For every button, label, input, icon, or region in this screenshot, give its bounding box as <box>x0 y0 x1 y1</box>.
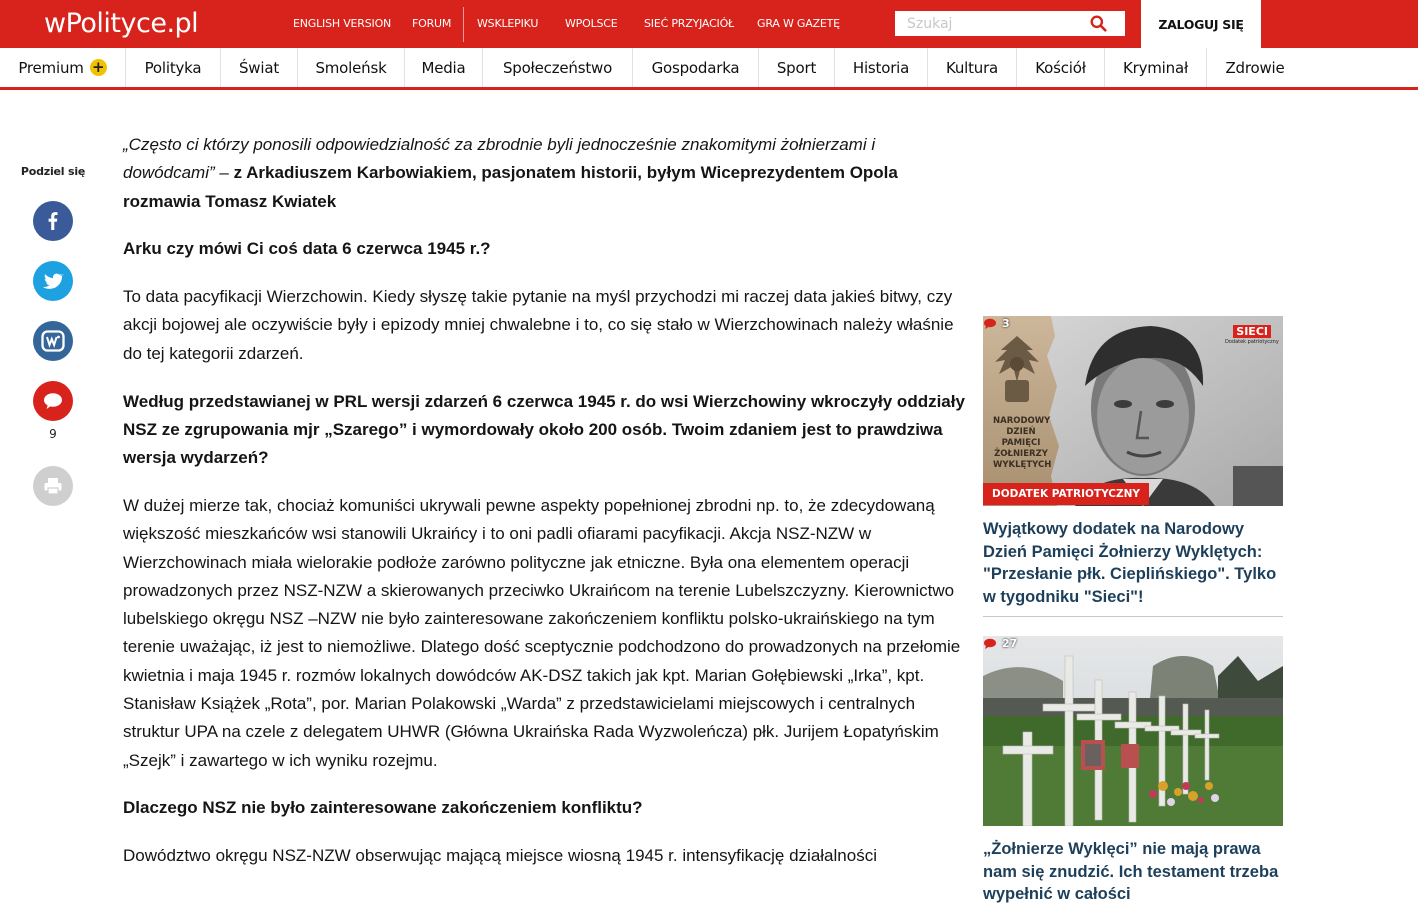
card-1-tag[interactable]: DODATEK PATRIOTYCZNY <box>983 483 1149 505</box>
category-label: Premium <box>18 58 84 77</box>
print-icon <box>42 476 64 496</box>
lead-quote: „Często ci którzy ponosili odpowiedzialność za zbrodnie byli jednocześnie znakomitymi żołnierzami i dowódcami” <box>123 135 876 183</box>
nav-wpolsce[interactable]: WPOLSCE <box>565 17 618 30</box>
category-spoleczenstwo[interactable]: Społeczeństwo <box>483 48 633 87</box>
category-gospodarka[interactable]: Gospodarka <box>633 48 759 87</box>
sidebar-card-1[interactable] <box>983 316 1283 617</box>
comments-button[interactable] <box>33 381 73 421</box>
category-nav <box>0 48 1418 90</box>
cemetery-photo <box>983 636 1283 826</box>
sieci-badge-sub: Dodatek patriotyczny <box>1225 339 1279 345</box>
comment-icon <box>983 638 997 649</box>
category-sport[interactable]: Sport <box>759 48 835 87</box>
answer-3: Dowództwo okręgu NSZ-NZW obserwując mającą miejsce wiosną 1945 r. intensyfikację działalności <box>123 846 877 866</box>
category-kryminal[interactable]: Kryminał <box>1105 48 1207 87</box>
category-media[interactable]: Media <box>405 48 483 87</box>
nav-wsklepiku[interactable]: WSKLEPIKU <box>477 17 539 30</box>
wykop-icon <box>40 328 66 354</box>
card-2-image[interactable] <box>983 636 1283 826</box>
comment-icon <box>983 318 997 329</box>
nav-english-version[interactable]: ENGLISH VERSION <box>293 17 392 30</box>
card-2-title[interactable]: „Żołnierze Wyklęci” nie mają prawa nam się znudzić. Ich testament trzeba wypełnić w całości <box>983 840 1279 903</box>
card-2-comment-count: 27 <box>1002 637 1018 650</box>
category-premium[interactable] <box>0 48 126 87</box>
facebook-icon <box>42 210 64 232</box>
sieci-badge <box>1225 320 1279 346</box>
site-logo[interactable]: wPolityce.pl <box>44 8 199 39</box>
lead-dash: – <box>214 163 234 183</box>
category-polityka[interactable]: Polityka <box>126 48 221 87</box>
article-lead <box>123 131 965 216</box>
question-3: Dlaczego NSZ nie było zainteresowane zakończeniem konfliktu? <box>123 798 643 818</box>
twitter-icon <box>42 270 64 292</box>
comment-icon <box>42 391 64 411</box>
question-1: Arku czy mówi Ci coś data 6 czerwca 1945 r.? <box>123 239 491 259</box>
category-zdrowie[interactable]: Zdrowie <box>1225 58 1285 77</box>
question-2: Według przedstawianej w PRL wersji zdarzeń 6 czerwca 1945 r. do wsi Wierzchowiny wkroczyły oddziały NSZ ze zgrupowania mjr „Szarego” i wymordowały około 200 osób. Twoim zdaniem jest to prawdziwa wersja wydarzeń? <box>123 391 965 468</box>
print-button[interactable] <box>33 466 73 506</box>
category-smolensk[interactable]: Smoleńsk <box>298 48 405 87</box>
twitter-share-button[interactable] <box>33 261 73 301</box>
nav-forum[interactable]: FORUM <box>412 17 452 30</box>
category-kultura[interactable]: Kultura <box>928 48 1017 87</box>
card-2-comment-badge[interactable] <box>983 636 1022 652</box>
premium-plus-icon: + <box>90 59 107 76</box>
card-1-title[interactable]: Wyjątkowy dodatek na Narodowy Dzień Pamięci Żołnierzy Wyklętych: "Przesłanie płk. Cieplińskiego". Tylko w tygodniku "Sieci"! <box>983 520 1277 606</box>
sieci-badge-label: SIECI <box>1233 325 1271 338</box>
wykop-share-button[interactable] <box>33 321 73 361</box>
share-label: Podziel się <box>20 165 86 178</box>
category-historia[interactable]: Historia <box>835 48 928 87</box>
card-1-image[interactable] <box>983 316 1283 506</box>
sidebar-card-2[interactable] <box>983 636 1283 903</box>
nav-gra-w-gazete[interactable]: GRA W GAZETĘ <box>757 17 840 30</box>
lead-rest: z Arkadiuszem Karbowiakiem, pasjonatem historii, byłym Wiceprezydentem Opola rozmawia Tomasz Kwiatek <box>123 163 898 211</box>
card-1-comment-count: 3 <box>1002 317 1010 330</box>
facebook-share-button[interactable] <box>33 201 73 241</box>
card-separator <box>983 616 1283 617</box>
poster-text: NARODOWY DZIEŃ PAMIĘCI ŻOŁNIERZY WYKLĘTYCH <box>993 416 1052 470</box>
answer-1: To data pacyfikacji Wierzchowin. Kiedy słyszę takie pytanie na myśl przychodzi mi raczej data jakieś bitwy, czy akcji bojowej ale oczywiście były i epizody mniej chwalebne i to, co się stało w Wierzchowinach należy właśnie do tej kategorii zdarzeń. <box>123 287 954 363</box>
search-input[interactable] <box>895 11 1085 36</box>
search-icon[interactable] <box>1090 15 1107 32</box>
login-button[interactable]: ZALOGUJ SIĘ <box>1141 0 1261 48</box>
answer-2: W dużej mierze tak, chociaż komuniści ukrywali pewne aspekty popełnionej zbrodni np. to, że zdecydowaną większość mieszkańców wsi stanowili Ukraińcy i to oni padli ofiarami pacyfikacji. Akcja NSZ-NZW w Wierzchowinach miała wielorakie podłoże zarówno polityczne jak etniczne. Była ona elementem operacji prowadzonych przez NSZ-NZW a skierowanych przeciwko Ukraińcom na terenie Lubelszczyzny. Kierownictwo lubelskiego okręgu NSZ –NZW nie było zainteresowane zakończeniem konfliktu polsko-ukraińskiego na tym terenie uważając, iż jest to niemożliwe. Dlatego dość sceptycznie podchodzono do prowadzonych na przełomie kwietnia i maja 1945 r. rozmów lokalnych dowódców AK-DSZ takich jak kpt. Marian Gołębiewski „Irka”, kpt. Stanisław Książek „Rota”, por. Marian Polakowski „Warda” z przedstawicielami miejscowych i centralnych struktur UPA na czele z delegatem UHWR (Główna Ukraińska Rada Wyzwoleńcza) płk. Jurijem Łopatyńskim „Szejk” i zawartego w ich wyniku rozejmu. <box>123 495 961 770</box>
category-kosciol[interactable]: Kościół <box>1017 48 1105 87</box>
article-body <box>123 131 965 890</box>
nav-divider <box>463 7 464 42</box>
category-swiat[interactable]: Świat <box>221 48 298 87</box>
card-1-comment-badge[interactable] <box>983 316 1015 332</box>
top-bar <box>0 0 1418 48</box>
nav-siec-przyjaciol[interactable]: SIEĆ PRZYJACIÓŁ <box>644 17 735 30</box>
search-box <box>895 11 1125 36</box>
comment-count: 9 <box>49 427 57 441</box>
